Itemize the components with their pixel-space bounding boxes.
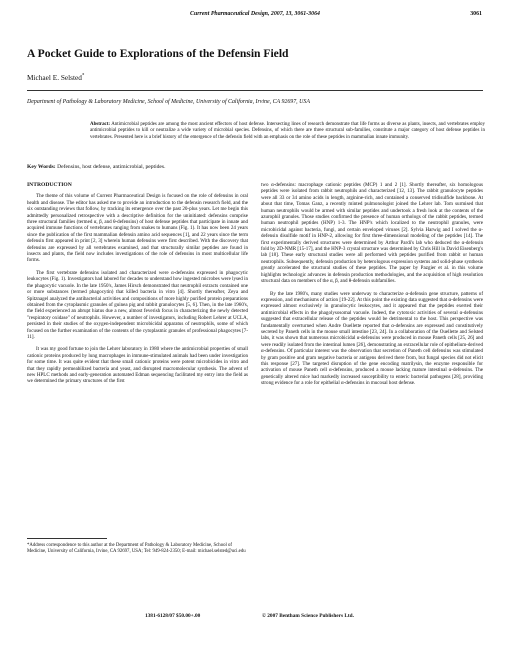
journal-citation: Current Pharmaceutical Design, 2007, 13, 3061-3064 (190, 11, 320, 17)
copyright-notice: © 2007 Bentham Science Publishers Ltd. (262, 613, 354, 619)
body-paragraph: It was my good fortune to join the Lehrer laboratory in 1980 where the antimicrobial properties of small cationic proteins produced by lung macrophages in immune-stimulated animals had been under investigation for some time. It was quite evident that these small cationic proteins were potent microbicides in vitro and that they rapidly permeabilized bacteria and yeast, and disrupted macromolecular synthesis. The advent of new HPLC methods and early-generation automated Edman sequencing facilitated my entry into the field as we determined the primary structures of the first (27, 346, 248, 385)
section-heading-introduction: INTRODUCTION (27, 182, 72, 188)
author-line (27, 73, 84, 82)
body-paragraph: By the late 1980's, many studies were underway to characterize α-defensin gene structure, patterns of expression, and mechanisms of action [19-22]. At this point the existing data suggested that α-defensins were expressed almost exclusively in granulocytic leukocytes, and it appeared that the peptides exerted their antimicrobial effects in the phagolysosomal vacuole. Indeed, the cytotoxic activities of several α-defensins suggested that extracellular release of the peptides would be detrimental to the host. This perspective was fundamentally overturned when Andre Ouellette reported that α-defensins are expressed and constitutively secreted by Paneth cells in the mouse small intestine [23, 24]. In a collaboration of the Ouellette and Selsted labs, it was shown that numerous microbicidal α-defensins were produced in mouse Paneth cells [25, 26] and were readily isolated from the intestinal lumen [26], demonstrating an extracellular role of epithelium-derived α-defensins. Of particular interest was the observation that secretion of Paneth cell defensins was stimulated by gram positive and gram negative bacteria or antigens derived there from, but fungal species did not elicit this response [27]. The targeted disruption of the gene encoding matrilysin, the enzyme responsible for activation of mouse Paneth cell α-defensins, produced a mouse lacking mature intestinal α-defensins. The genetically altered mice had markedly increased susceptibility to enteric bacterial pathogens [28], providing strong evidence for a role for epithelial α-defensins in mucosal host defense. (261, 290, 483, 387)
abstract-block (90, 122, 485, 141)
article-title: A Pocket Guide to Explorations of the Defensin Field (27, 47, 289, 60)
keywords-line (27, 164, 166, 170)
right-column (261, 182, 483, 393)
body-paragraph: The first vertebrate defensins isolated and characterized were α-defensins expressed in phagocytic leukocytes (Fig. 1). Investigators had labored for decades to understand how ingested microbes were lysed in the phagocytic vacuole. In the late 1950's, James Hirsch demonstrated that neutrophil extracts contained one or more substances (termed phagocytin) that killed bacteria in vitro [4]. Shortly thereafter, Zeya and Spitznagel analyzed the antibacterial activities and compositions of more highly purified protein preparations obtained from the cytoplasmic granules of guinea pig and rabbit granulocytes [5, 6]. Then, in the late 1960's, the field experienced an abrupt hiatus due a new, almost feverish focus in characterizing the newly detected "respiratory oxidase" of neutrophils. However, a number of investigators, including Robert Lehrer at UCLA, persisted in their studies of the oxygen-independent microbicidal apparatus of neutrophils, some of which focused on the further examination of the contents of the cytoplasmic granules of professional phagocytes [7-11]. (27, 269, 249, 340)
header-divider (27, 90, 483, 91)
page-number: 3061 (470, 11, 482, 17)
author-affiliation: Department of Pathology & Laboratory Medicine, School of Medicine, University of California, Irvine, CA 92697, USA (27, 99, 310, 105)
abstract-label: Abstract: (90, 122, 111, 127)
left-column (27, 182, 248, 391)
author-name: Michael E. Selsted (27, 73, 82, 82)
correspondence-footnote: *Address correspondence to this author at the Department of Pathology & Laboratory Medicine, School of Medicine, University of California, Irvine, CA 92697, USA; Tel: 949-824-2350; E-mail: michael.selsted@uci.edu (27, 543, 246, 555)
footnote-divider (27, 538, 107, 539)
keywords-text: Defensins, host defense, antimicrobial, peptides. (57, 164, 166, 170)
author-footnote-mark: * (81, 73, 85, 79)
body-paragraph: two α-defensins: macrophage cationic peptides (MCP) 1 and 2 [1]. Shortly thereafter, six homologous peptides were isolated from rabbit neutrophils and characterized [12, 13]. The rabbit granulocyte peptides were all 33 or 34 amino acids in length, arginine-rich, and contained a conserved tridisulfide backbone. At about that time, Tomas Ganz, a recently minted pulmonologist joined the Lehrer lab. Tom surmised that human neutrophils would be armed with similar peptides and undertook a fresh look at the contents of the azurophil granules. Those studies confirmed the presence of human orthologs of the rabbit peptides, termed human neutrophil peptides (HNP) 1-3. The HNP's which localized to the neutrophil granules, were microbicidal against bacteria, fungi, and certain enveloped viruses [2]. Sylvia Harwig and I solved the α-defensin disulfide motif in HNP-2, allowing for first three-dimensional modeling of the peptides [14]. The first experimentally derived structures were determined by Arthur Pardi's lab who deduced the α-defensin fold by 2D-NMR [15-17], and the HNP-3 crystal structure was determined by Chris Hill in David Eisenberg's lab [18]. These early structural studies were all performed with peptides purified from rabbit or human neutrophils. Subsequently, defensin production by heterologous expression systems and solid-phase synthesis greatly accelerated the structural studies of these peptides. The paper by Pazgier et al. in this volume highlights technologic advances in defensin production methodologies, and the acquisition of high resolution structural data on members of the α, β, and θ-defensin subfamilies. (261, 182, 483, 285)
abstract-text: Antimicrobial peptides are among the most ancient effectors of host defense. Intersecting lines of research demonstrate that life forms as diverse as plants, insects, and vertebrates employ antimicrobial peptides to kill or neutralize a wide variety of microbial species. Defensins, of which there are three structural sub-families, constitute a major category of host defense peptides in vertebrates. Presented here is a brief history of the emergence of the defensin field with an emphasis on the role of these peptides in mammalian innate immunity. (90, 122, 485, 140)
body-paragraph: The theme of this volume of Current Pharmaceutical Design is focused on the role of defensins in oral health and disease. The editor has asked me to provide an introduction to the defensin research field, and the six outstanding reviews that follow, by tracking its emergence over the past 20-plus years. Let me begin this admittedly personalized retrospective with a descriptive definition for the uninitiated: defensins comprise three structural families (termed α, β, and θ-defensins) of host defense peptides that participate in innate and acquired immune functions of vertebrates ranging from snakes to humans (Fig. 1). It has now been 24 years since the publication of the first mammalian defensin amino acid sequences [1], and 22 years since the term defensin first appeared in print [2, 3] wherein human defensins were first described. With the discovery that defensins are expressed by all vertebrates examined, and that structurally similar peptides are found in insects and plants, the field now includes investigations of the role of defensins in most multicellular life forms. (27, 193, 248, 264)
keywords-label: Key Words: (27, 164, 56, 170)
issn-price: 1381-6128/07 $50.00+.00 (145, 613, 201, 619)
